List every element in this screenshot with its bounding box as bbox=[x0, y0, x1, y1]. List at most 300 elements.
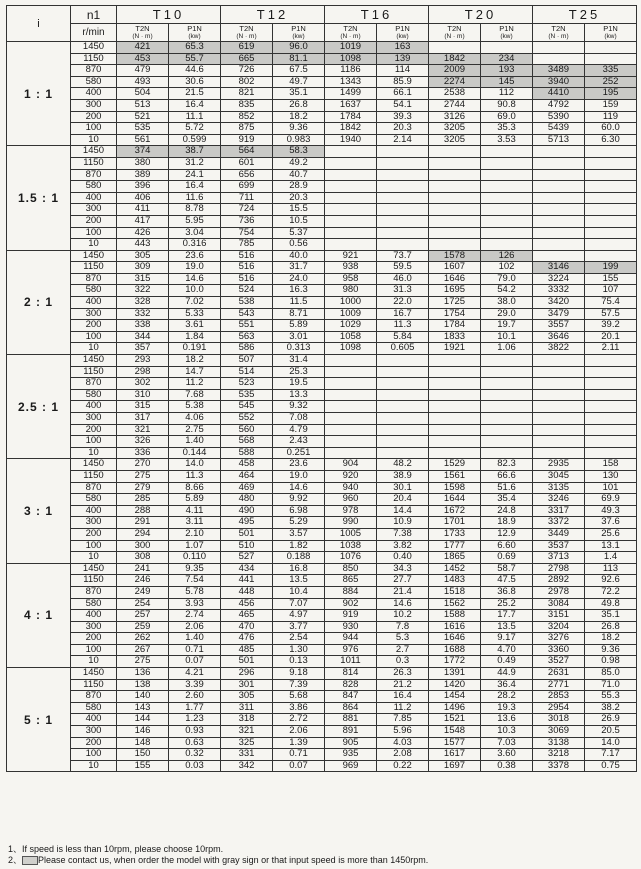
torque-cell: 1038 bbox=[325, 540, 377, 552]
power-cell: 48.2 bbox=[377, 459, 429, 471]
speed-cell: 870 bbox=[71, 378, 117, 390]
power-cell: 0.63 bbox=[169, 737, 221, 749]
torque-cell: 976 bbox=[325, 644, 377, 656]
power-cell: 44.6 bbox=[169, 65, 221, 77]
power-cell: 102 bbox=[481, 262, 533, 274]
table-row bbox=[7, 482, 637, 494]
speed-cell: 100 bbox=[71, 540, 117, 552]
torque-cell: 1616 bbox=[429, 621, 481, 633]
torque-cell: 2744 bbox=[429, 99, 481, 111]
torque-cell: 464 bbox=[221, 470, 273, 482]
speed-cell: 1150 bbox=[71, 262, 117, 274]
torque-cell: 325 bbox=[221, 737, 273, 749]
torque-cell: 3045 bbox=[533, 470, 585, 482]
power-cell: 38.2 bbox=[585, 702, 637, 714]
power-cell bbox=[377, 169, 429, 181]
power-cell bbox=[377, 192, 429, 204]
torque-cell: 864 bbox=[325, 702, 377, 714]
power-cell: 2.75 bbox=[169, 424, 221, 436]
power-cell: 10.5 bbox=[273, 215, 325, 227]
speed-cell: 870 bbox=[71, 169, 117, 181]
power-cell bbox=[481, 378, 533, 390]
power-cell: 7.8 bbox=[377, 621, 429, 633]
power-cell: 5.84 bbox=[377, 331, 429, 343]
power-cell: 37.6 bbox=[585, 517, 637, 529]
power-cell: 11.2 bbox=[377, 702, 429, 714]
torque-cell: 736 bbox=[221, 215, 273, 227]
torque-cell bbox=[429, 239, 481, 251]
power-cell: 3.77 bbox=[273, 621, 325, 633]
torque-cell: 1607 bbox=[429, 262, 481, 274]
power-cell: 4.97 bbox=[273, 610, 325, 622]
power-cell: 0.13 bbox=[273, 656, 325, 668]
power-unit: (kw) bbox=[188, 32, 201, 40]
torque-cell: 4792 bbox=[533, 99, 585, 111]
torque-cell: 821 bbox=[221, 88, 273, 100]
torque-cell: 921 bbox=[325, 250, 377, 262]
torque-cell: 978 bbox=[325, 505, 377, 517]
power-header-0 bbox=[169, 24, 221, 42]
power-cell: 3.39 bbox=[169, 679, 221, 691]
table-row bbox=[7, 598, 637, 610]
table-row bbox=[7, 169, 637, 181]
power-cell: 25.6 bbox=[585, 528, 637, 540]
table-row bbox=[7, 656, 637, 668]
speed-cell: 870 bbox=[71, 482, 117, 494]
power-cell: 31.7 bbox=[273, 262, 325, 274]
torque-cell: 344 bbox=[117, 331, 169, 343]
torque-cell: 535 bbox=[221, 389, 273, 401]
power-cell: 1.40 bbox=[169, 436, 221, 448]
power-cell: 27.7 bbox=[377, 575, 429, 587]
power-cell bbox=[585, 389, 637, 401]
power-cell: 26.8 bbox=[585, 621, 637, 633]
torque-cell: 300 bbox=[117, 540, 169, 552]
torque-cell: 835 bbox=[221, 99, 273, 111]
torque-cell: 1529 bbox=[429, 459, 481, 471]
torque-cell: 3420 bbox=[533, 297, 585, 309]
torque-cell bbox=[429, 42, 481, 54]
power-cell: 11.6 bbox=[169, 192, 221, 204]
power-cell: 9.36 bbox=[585, 644, 637, 656]
speed-cell: 580 bbox=[71, 702, 117, 714]
torque-cell: 2978 bbox=[533, 586, 585, 598]
power-cell: 39.3 bbox=[377, 111, 429, 123]
torque-cell: 1940 bbox=[325, 134, 377, 146]
torque-cell: 1005 bbox=[325, 528, 377, 540]
power-cell: 101 bbox=[585, 482, 637, 494]
power-cell: 5.95 bbox=[169, 215, 221, 227]
table-row bbox=[7, 181, 637, 193]
power-cell: 49.8 bbox=[585, 598, 637, 610]
torque-cell bbox=[325, 181, 377, 193]
speed-cell: 400 bbox=[71, 505, 117, 517]
power-cell: 2.54 bbox=[273, 633, 325, 645]
power-cell bbox=[377, 447, 429, 459]
torque-cell: 905 bbox=[325, 737, 377, 749]
torque-cell: 847 bbox=[325, 691, 377, 703]
power-cell: 3.86 bbox=[273, 702, 325, 714]
torque-cell: 711 bbox=[221, 192, 273, 204]
table-row bbox=[7, 702, 637, 714]
torque-cell: 458 bbox=[221, 459, 273, 471]
torque-label: T2N bbox=[135, 23, 150, 33]
power-cell: 0.07 bbox=[273, 760, 325, 772]
speed-cell: 870 bbox=[71, 691, 117, 703]
torque-cell: 601 bbox=[221, 157, 273, 169]
torque-cell bbox=[533, 215, 585, 227]
table-row bbox=[7, 413, 637, 425]
speed-cell: 100 bbox=[71, 436, 117, 448]
table-row bbox=[7, 644, 637, 656]
torque-cell: 3018 bbox=[533, 714, 585, 726]
power-cell: 66.6 bbox=[481, 470, 533, 482]
power-cell: 158 bbox=[585, 459, 637, 471]
power-cell bbox=[481, 192, 533, 204]
torque-cell: 551 bbox=[221, 320, 273, 332]
torque-cell: 270 bbox=[117, 459, 169, 471]
power-cell bbox=[481, 181, 533, 193]
torque-cell bbox=[533, 355, 585, 367]
power-cell: 234 bbox=[481, 53, 533, 65]
power-cell bbox=[377, 366, 429, 378]
torque-cell: 469 bbox=[221, 482, 273, 494]
torque-cell: 155 bbox=[117, 760, 169, 772]
power-cell: 20.3 bbox=[377, 123, 429, 135]
n1-unit: r/min bbox=[71, 24, 117, 42]
torque-cell: 3317 bbox=[533, 505, 585, 517]
torque-cell: 328 bbox=[117, 297, 169, 309]
torque-cell: 426 bbox=[117, 227, 169, 239]
torque-cell: 935 bbox=[325, 749, 377, 761]
power-cell: 17.7 bbox=[481, 610, 533, 622]
header-row-units bbox=[7, 24, 637, 42]
power-cell: 145 bbox=[481, 76, 533, 88]
torque-cell bbox=[533, 146, 585, 158]
power-cell: 9.92 bbox=[273, 494, 325, 506]
power-label: P1N bbox=[499, 23, 514, 33]
power-cell: 2.06 bbox=[169, 621, 221, 633]
table-row bbox=[7, 215, 637, 227]
torque-cell bbox=[533, 366, 585, 378]
torque-cell: 930 bbox=[325, 621, 377, 633]
torque-cell bbox=[325, 157, 377, 169]
torque-cell: 501 bbox=[221, 656, 273, 668]
torque-cell: 516 bbox=[221, 273, 273, 285]
torque-cell: 1452 bbox=[429, 563, 481, 575]
power-cell bbox=[481, 215, 533, 227]
ratio-cell: 2.5 : 1 bbox=[7, 355, 71, 459]
speed-cell: 300 bbox=[71, 517, 117, 529]
torque-cell: 523 bbox=[221, 378, 273, 390]
power-cell: 14.6 bbox=[273, 482, 325, 494]
torque-cell: 1695 bbox=[429, 285, 481, 297]
power-cell: 18.2 bbox=[169, 355, 221, 367]
gray-sign-swatch bbox=[22, 856, 38, 865]
power-cell: 5.33 bbox=[169, 308, 221, 320]
torque-cell: 315 bbox=[117, 401, 169, 413]
torque-cell: 293 bbox=[117, 355, 169, 367]
torque-cell: 456 bbox=[221, 598, 273, 610]
power-cell: 85.9 bbox=[377, 76, 429, 88]
power-cell: 5.89 bbox=[169, 494, 221, 506]
power-cell: 7.38 bbox=[377, 528, 429, 540]
power-cell bbox=[585, 204, 637, 216]
footnote-2-number: 2、 bbox=[8, 855, 23, 865]
power-cell: 10.4 bbox=[273, 586, 325, 598]
power-cell: 54.1 bbox=[377, 99, 429, 111]
power-cell: 81.1 bbox=[273, 53, 325, 65]
power-cell: 7.02 bbox=[169, 297, 221, 309]
power-unit: (kw) bbox=[292, 32, 305, 40]
power-cell: 82.3 bbox=[481, 459, 533, 471]
torque-cell: 828 bbox=[325, 679, 377, 691]
speed-cell: 300 bbox=[71, 621, 117, 633]
power-cell: 4.11 bbox=[169, 505, 221, 517]
torque-cell bbox=[325, 204, 377, 216]
speed-cell: 10 bbox=[71, 552, 117, 564]
power-cell: 57.5 bbox=[585, 308, 637, 320]
table-row bbox=[7, 273, 637, 285]
torque-header-4 bbox=[533, 24, 585, 42]
power-unit: (kw) bbox=[604, 32, 617, 40]
speed-cell: 1150 bbox=[71, 366, 117, 378]
torque-cell: 852 bbox=[221, 111, 273, 123]
torque-cell: 3084 bbox=[533, 598, 585, 610]
torque-cell: 288 bbox=[117, 505, 169, 517]
power-label: P1N bbox=[291, 23, 306, 33]
power-cell: 2.08 bbox=[377, 749, 429, 761]
torque-cell: 1454 bbox=[429, 691, 481, 703]
power-cell: 5.89 bbox=[273, 320, 325, 332]
power-cell: 159 bbox=[585, 99, 637, 111]
torque-cell: 140 bbox=[117, 691, 169, 703]
speed-cell: 1450 bbox=[71, 459, 117, 471]
torque-cell: 279 bbox=[117, 482, 169, 494]
power-cell: 29.0 bbox=[481, 308, 533, 320]
power-cell: 3.93 bbox=[169, 598, 221, 610]
speed-cell: 200 bbox=[71, 737, 117, 749]
torque-cell: 2935 bbox=[533, 459, 585, 471]
torque-cell: 2009 bbox=[429, 65, 481, 77]
power-cell bbox=[481, 204, 533, 216]
torque-cell bbox=[533, 192, 585, 204]
speed-cell: 580 bbox=[71, 494, 117, 506]
power-cell: 55.3 bbox=[585, 691, 637, 703]
power-cell bbox=[481, 42, 533, 54]
torque-cell bbox=[533, 436, 585, 448]
power-cell: 38.9 bbox=[377, 470, 429, 482]
power-cell: 75.4 bbox=[585, 297, 637, 309]
torque-cell: 850 bbox=[325, 563, 377, 575]
torque-cell: 1833 bbox=[429, 331, 481, 343]
power-cell bbox=[585, 157, 637, 169]
torque-cell: 315 bbox=[117, 273, 169, 285]
torque-cell: 144 bbox=[117, 714, 169, 726]
torque-cell: 1483 bbox=[429, 575, 481, 587]
power-cell: 30.6 bbox=[169, 76, 221, 88]
torque-cell: 374 bbox=[117, 146, 169, 158]
power-cell: 14.6 bbox=[377, 598, 429, 610]
torque-cell: 1842 bbox=[429, 53, 481, 65]
power-cell bbox=[377, 401, 429, 413]
power-cell: 3.04 bbox=[169, 227, 221, 239]
table-row bbox=[7, 285, 637, 297]
power-cell: 2.74 bbox=[169, 610, 221, 622]
speed-cell: 10 bbox=[71, 656, 117, 668]
speed-cell: 870 bbox=[71, 65, 117, 77]
torque-cell: 1784 bbox=[325, 111, 377, 123]
power-cell bbox=[585, 447, 637, 459]
power-cell: 9.32 bbox=[273, 401, 325, 413]
torque-cell bbox=[429, 215, 481, 227]
torque-cell: 267 bbox=[117, 644, 169, 656]
power-cell: 28.2 bbox=[481, 691, 533, 703]
torque-cell bbox=[325, 366, 377, 378]
power-cell bbox=[481, 389, 533, 401]
table-row bbox=[7, 610, 637, 622]
torque-cell: 3537 bbox=[533, 540, 585, 552]
torque-cell bbox=[325, 378, 377, 390]
torque-cell bbox=[533, 447, 585, 459]
torque-cell: 3378 bbox=[533, 760, 585, 772]
power-cell: 0.38 bbox=[481, 760, 533, 772]
table-row bbox=[7, 262, 637, 274]
power-cell: 0.110 bbox=[169, 552, 221, 564]
torque-unit: (N · m) bbox=[340, 32, 361, 40]
power-cell: 26.8 bbox=[273, 99, 325, 111]
torque-cell: 507 bbox=[221, 355, 273, 367]
torque-cell bbox=[325, 169, 377, 181]
power-cell: 18.2 bbox=[273, 111, 325, 123]
torque-cell: 301 bbox=[221, 679, 273, 691]
torque-unit: (N · m) bbox=[132, 32, 153, 40]
speed-cell: 10 bbox=[71, 447, 117, 459]
power-cell: 2.14 bbox=[377, 134, 429, 146]
power-cell bbox=[377, 413, 429, 425]
torque-cell: 521 bbox=[117, 111, 169, 123]
power-cell: 13.1 bbox=[585, 540, 637, 552]
table-row bbox=[7, 250, 637, 262]
power-cell: 16.4 bbox=[169, 99, 221, 111]
power-cell bbox=[585, 401, 637, 413]
speed-cell: 200 bbox=[71, 633, 117, 645]
torque-cell: 969 bbox=[325, 760, 377, 772]
torque-cell bbox=[429, 355, 481, 367]
power-header-1 bbox=[273, 24, 325, 42]
torque-cell: 285 bbox=[117, 494, 169, 506]
torque-cell: 665 bbox=[221, 53, 273, 65]
torque-cell: 1518 bbox=[429, 586, 481, 598]
table-row bbox=[7, 401, 637, 413]
torque-cell: 1000 bbox=[325, 297, 377, 309]
torque-cell: 990 bbox=[325, 517, 377, 529]
power-cell: 0.144 bbox=[169, 447, 221, 459]
torque-label: T2N bbox=[551, 23, 566, 33]
torque-cell: 1701 bbox=[429, 517, 481, 529]
power-cell: 66.1 bbox=[377, 88, 429, 100]
power-cell: 0.22 bbox=[377, 760, 429, 772]
torque-cell: 516 bbox=[221, 262, 273, 274]
power-cell bbox=[481, 239, 533, 251]
power-cell: 18.9 bbox=[481, 517, 533, 529]
torque-cell: 527 bbox=[221, 552, 273, 564]
power-cell: 4.06 bbox=[169, 413, 221, 425]
torque-cell: 3204 bbox=[533, 621, 585, 633]
torque-cell bbox=[429, 169, 481, 181]
speed-cell: 870 bbox=[71, 273, 117, 285]
torque-cell: 443 bbox=[117, 239, 169, 251]
table-row bbox=[7, 146, 637, 158]
torque-cell: 3940 bbox=[533, 76, 585, 88]
torque-cell: 1644 bbox=[429, 494, 481, 506]
torque-cell bbox=[429, 204, 481, 216]
torque-cell: 441 bbox=[221, 575, 273, 587]
model-header-t25: T25 bbox=[533, 6, 637, 24]
torque-cell: 524 bbox=[221, 285, 273, 297]
torque-cell: 389 bbox=[117, 169, 169, 181]
power-cell: 71.0 bbox=[585, 679, 637, 691]
torque-cell bbox=[325, 424, 377, 436]
table-row bbox=[7, 552, 637, 564]
torque-cell: 1688 bbox=[429, 644, 481, 656]
torque-cell: 448 bbox=[221, 586, 273, 598]
power-cell bbox=[377, 239, 429, 251]
power-cell bbox=[377, 389, 429, 401]
torque-cell bbox=[429, 413, 481, 425]
torque-cell: 1098 bbox=[325, 53, 377, 65]
power-cell: 5.68 bbox=[273, 691, 325, 703]
torque-cell bbox=[429, 436, 481, 448]
speed-cell: 300 bbox=[71, 413, 117, 425]
torque-cell: 2954 bbox=[533, 702, 585, 714]
table-row bbox=[7, 99, 637, 111]
table-row bbox=[7, 320, 637, 332]
speed-cell: 400 bbox=[71, 297, 117, 309]
power-cell bbox=[481, 355, 533, 367]
torque-cell: 5713 bbox=[533, 134, 585, 146]
power-cell: 7.07 bbox=[273, 598, 325, 610]
torque-cell: 875 bbox=[221, 123, 273, 135]
power-cell: 65.3 bbox=[169, 42, 221, 54]
power-cell: 0.75 bbox=[585, 760, 637, 772]
torque-cell: 940 bbox=[325, 482, 377, 494]
torque-cell: 814 bbox=[325, 668, 377, 680]
power-cell: 2.10 bbox=[169, 528, 221, 540]
power-cell: 59.5 bbox=[377, 262, 429, 274]
torque-cell: 321 bbox=[221, 726, 273, 738]
power-cell: 20.1 bbox=[585, 331, 637, 343]
power-cell bbox=[481, 146, 533, 158]
torque-cell: 1772 bbox=[429, 656, 481, 668]
torque-cell: 338 bbox=[117, 320, 169, 332]
power-cell: 30.1 bbox=[377, 482, 429, 494]
torque-cell: 138 bbox=[117, 679, 169, 691]
power-cell: 38.7 bbox=[169, 146, 221, 158]
power-cell: 22.0 bbox=[377, 297, 429, 309]
power-cell bbox=[377, 227, 429, 239]
torque-cell: 136 bbox=[117, 668, 169, 680]
power-label: P1N bbox=[187, 23, 202, 33]
torque-cell: 1076 bbox=[325, 552, 377, 564]
table-row bbox=[7, 76, 637, 88]
footnote-2-text: Please contact us, when order the model with gray sign or that input speed is more than 1450rpm. bbox=[38, 855, 429, 865]
power-cell: 14.4 bbox=[377, 505, 429, 517]
power-cell: 21.5 bbox=[169, 88, 221, 100]
power-cell: 96.0 bbox=[273, 42, 325, 54]
torque-cell bbox=[533, 413, 585, 425]
power-cell: 19.7 bbox=[481, 320, 533, 332]
